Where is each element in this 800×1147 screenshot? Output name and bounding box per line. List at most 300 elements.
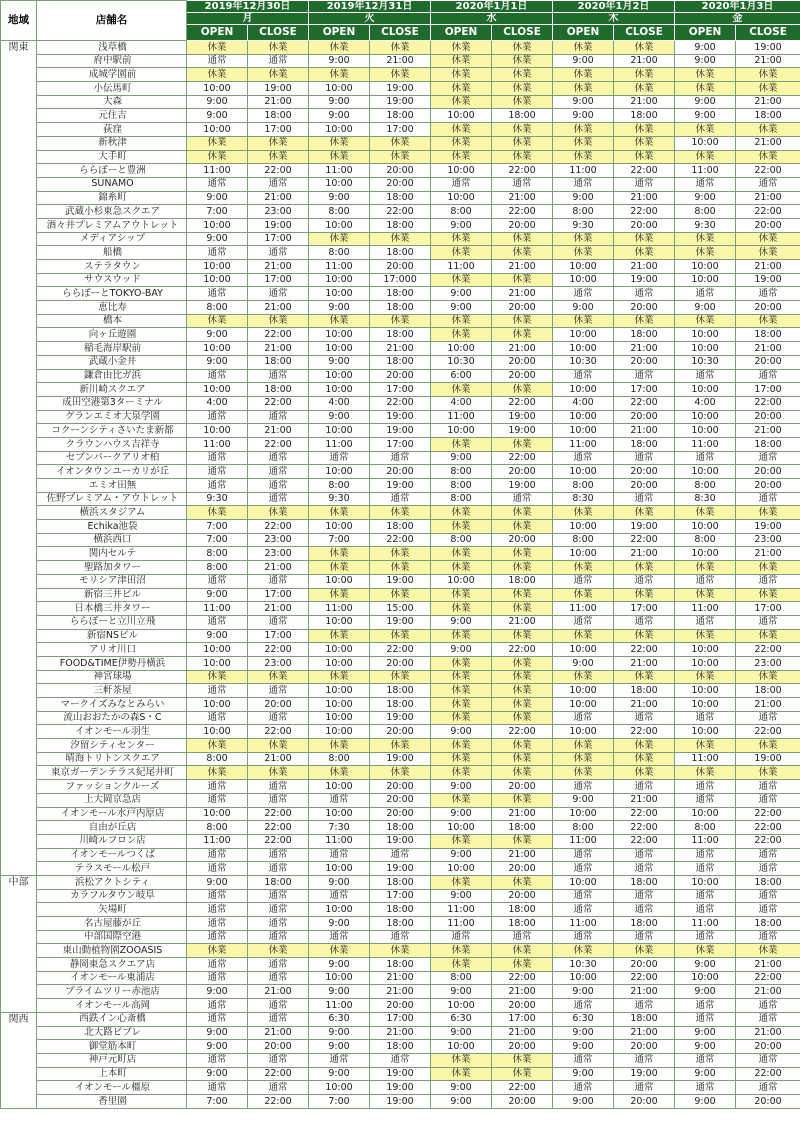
close-time-cell: 21:00: [614, 424, 675, 438]
close-time-cell: 19:00: [370, 574, 431, 588]
open-time-cell: 8:00: [553, 479, 614, 493]
close-time-cell: 休業: [370, 561, 431, 575]
store-name-cell: 稲毛海岸駅前: [37, 342, 187, 356]
open-time-cell: 10:00: [553, 725, 614, 739]
open-time-cell: 休業: [431, 54, 492, 68]
open-time-cell: 休業: [553, 739, 614, 753]
open-time-cell: 休業: [187, 670, 248, 684]
close-time-cell: 23:00: [248, 205, 309, 219]
open-time-cell: 通常: [675, 889, 736, 903]
open-time-cell: 9:00: [187, 588, 248, 602]
close-time-cell: 休業: [492, 561, 553, 575]
close-time-cell: 休業: [248, 41, 309, 55]
open-time-cell: 休業: [675, 739, 736, 753]
close-time-cell: 21:00: [492, 342, 553, 356]
open-time-cell: 通常: [309, 793, 370, 807]
table-row: [1, 807, 800, 821]
open-time-cell: 9:00: [187, 985, 248, 999]
close-time-cell: 通常: [736, 451, 800, 465]
close-time-cell: 20:00: [614, 410, 675, 424]
store-name-cell: グランエミオ大泉学園: [37, 410, 187, 424]
store-name-cell: 御堂筋本町: [37, 1040, 187, 1054]
open-time-cell: 通常: [675, 848, 736, 862]
open-time-cell: 10:00: [675, 465, 736, 479]
store-name-cell: エミオ田無: [37, 479, 187, 493]
store-name-cell: 佐野プレミアム・アウトレット: [37, 492, 187, 506]
open-time-cell: 10:00: [187, 342, 248, 356]
open-time-cell: 9:00: [553, 109, 614, 123]
store-name-cell: ららぽーと豊洲: [37, 164, 187, 178]
close-time-cell: 休業: [614, 232, 675, 246]
close-time-cell: 20:00: [492, 301, 553, 315]
open-time-cell: 休業: [675, 68, 736, 82]
open-time-cell: 休業: [553, 136, 614, 150]
close-time-cell: 休業: [614, 123, 675, 137]
close-time-cell: 通常: [736, 711, 800, 725]
close-time-cell: 通常: [614, 287, 675, 301]
close-time-cell: 休業: [736, 232, 800, 246]
open-time-cell: 9:00: [675, 95, 736, 109]
close-time-cell: 22:00: [614, 807, 675, 821]
close-time-cell: 休業: [736, 82, 800, 96]
open-time-cell: 休業: [431, 82, 492, 96]
close-time-cell: 21:00: [736, 1026, 800, 1040]
open-time-cell: 通常: [187, 479, 248, 493]
open-time-cell: 9:00: [675, 191, 736, 205]
table-row: [1, 725, 800, 739]
weekday-header: 水: [431, 13, 553, 25]
close-time-cell: 18:00: [370, 246, 431, 260]
open-time-cell: 休業: [431, 547, 492, 561]
close-time-cell: 21:00: [614, 260, 675, 274]
open-time-cell: 10:00: [431, 191, 492, 205]
close-time-cell: 休業: [736, 506, 800, 520]
open-time-cell: 通常: [187, 793, 248, 807]
store-name-cell: 小伝馬町: [37, 82, 187, 96]
close-time-cell: 通常: [248, 848, 309, 862]
close-time-cell: 休業: [492, 41, 553, 55]
table-body: [1, 41, 800, 1109]
close-time-cell: 休業: [370, 232, 431, 246]
open-time-cell: 休業: [431, 711, 492, 725]
table-row: [1, 383, 800, 397]
open-time-cell: 休業: [675, 123, 736, 137]
open-time-cell: 通常: [187, 451, 248, 465]
close-time-cell: 休業: [370, 547, 431, 561]
open-time-cell: 8:00: [431, 465, 492, 479]
table-row: [1, 1012, 800, 1026]
store-name-cell: イオンタウンユーカリが丘: [37, 465, 187, 479]
open-time-cell: 10:00: [553, 807, 614, 821]
close-time-cell: 18:00: [370, 958, 431, 972]
close-time-cell: 通常: [614, 862, 675, 876]
close-time-cell: 休業: [492, 246, 553, 260]
open-time-cell: 休業: [431, 588, 492, 602]
close-time-cell: 22:00: [492, 205, 553, 219]
close-time-cell: 22:00: [614, 533, 675, 547]
open-time-cell: 休業: [553, 41, 614, 55]
table-row: [1, 424, 800, 438]
table-row: [1, 917, 800, 931]
open-time-cell: 休業: [675, 314, 736, 328]
open-time-cell: 8:00: [309, 752, 370, 766]
close-time-cell: 22:00: [614, 834, 675, 848]
open-time-cell: 休業: [431, 1053, 492, 1067]
table-row: [1, 684, 800, 698]
close-time-cell: 17:00: [370, 383, 431, 397]
open-time-cell: 通常: [675, 1012, 736, 1026]
open-time-cell: 10:00: [309, 383, 370, 397]
open-time-cell: 休業: [431, 123, 492, 137]
close-time-cell: 通常: [248, 958, 309, 972]
open-time-cell: 10:00: [431, 109, 492, 123]
region-cell: 関西: [1, 1012, 37, 1108]
close-time-cell: 休業: [248, 314, 309, 328]
close-time-cell: 20:00: [614, 301, 675, 315]
close-time-cell: 19:00: [370, 82, 431, 96]
close-time-cell: 休業: [492, 711, 553, 725]
close-time-cell: 21:00: [492, 191, 553, 205]
open-time-cell: 休業: [309, 232, 370, 246]
close-time-cell: 19:00: [248, 82, 309, 96]
close-time-cell: 休業: [492, 752, 553, 766]
open-time-cell: 9:00: [309, 917, 370, 931]
open-time-cell: 9:00: [431, 301, 492, 315]
table-row: [1, 328, 800, 342]
close-time-cell: 22:00: [492, 164, 553, 178]
open-time-cell: 休業: [553, 752, 614, 766]
open-time-cell: 9:00: [675, 301, 736, 315]
open-time-cell: 通常: [187, 917, 248, 931]
close-time-cell: 休業: [492, 739, 553, 753]
table-row: [1, 479, 800, 493]
close-time-cell: 通常: [248, 711, 309, 725]
open-time-cell: 通常: [431, 177, 492, 191]
close-time-cell: 21:00: [248, 301, 309, 315]
close-time-cell: 20:00: [370, 725, 431, 739]
close-time-cell: 19:00: [370, 1094, 431, 1108]
open-time-cell: 10:00: [187, 656, 248, 670]
store-name-cell: 流山おおたかの森S・C: [37, 711, 187, 725]
open-time-cell: 9:00: [431, 848, 492, 862]
close-time-cell: 19:00: [370, 424, 431, 438]
close-time-cell: 休業: [492, 670, 553, 684]
open-time-cell: 9:30: [675, 218, 736, 232]
open-time-cell: 10:00: [309, 369, 370, 383]
open-time-cell: 11:00: [675, 752, 736, 766]
close-time-cell: 22:00: [248, 821, 309, 835]
close-time-cell: 通常: [736, 287, 800, 301]
close-time-cell: 休業: [614, 314, 675, 328]
store-name-cell: 浅草橋: [37, 41, 187, 55]
open-time-cell: 8:00: [431, 492, 492, 506]
close-time-cell: 20:00: [492, 465, 553, 479]
close-time-cell: 20:00: [614, 1094, 675, 1108]
open-time-cell: 9:00: [187, 629, 248, 643]
open-time-cell: 11:00: [675, 164, 736, 178]
close-time-cell: 通常: [248, 999, 309, 1013]
open-time-cell: 通常: [675, 177, 736, 191]
close-time-cell: 休業: [248, 944, 309, 958]
store-name-cell: カラフルタウン岐阜: [37, 889, 187, 903]
store-name-cell: 横浜西口: [37, 533, 187, 547]
store-name-cell: 晴海トリトンスクエア: [37, 752, 187, 766]
close-time-cell: 21:00: [248, 342, 309, 356]
open-time-cell: 10:30: [553, 355, 614, 369]
open-time-cell: 通常: [309, 451, 370, 465]
open-time-cell: 9:00: [675, 1067, 736, 1081]
open-time-cell: 7:00: [187, 205, 248, 219]
close-time-cell: 通常: [614, 615, 675, 629]
close-time-cell: 21:00: [736, 191, 800, 205]
store-name-cell: 府中駅前: [37, 54, 187, 68]
open-time-cell: 9:00: [675, 1094, 736, 1108]
close-time-cell: 21:00: [614, 985, 675, 999]
close-time-cell: 休業: [248, 68, 309, 82]
close-time-cell: 通常: [248, 917, 309, 931]
close-time-cell: 20:00: [736, 355, 800, 369]
open-time-cell: 9:00: [431, 985, 492, 999]
open-time-cell: 休業: [309, 944, 370, 958]
close-time-cell: 通常: [248, 793, 309, 807]
close-time-cell: 20:00: [492, 533, 553, 547]
close-time-cell: 20:00: [492, 1040, 553, 1054]
table-row: [1, 437, 800, 451]
open-time-cell: 休業: [309, 670, 370, 684]
close-time-cell: 17:00: [736, 602, 800, 616]
open-time-cell: 通常: [187, 958, 248, 972]
close-time-cell: 20:00: [492, 999, 553, 1013]
open-time-cell: 通常: [431, 930, 492, 944]
open-time-cell: 休業: [675, 944, 736, 958]
open-time-cell: 10:00: [675, 383, 736, 397]
open-time-cell: 10:00: [431, 1040, 492, 1054]
open-time-cell: 通常: [309, 889, 370, 903]
open-time-cell: 9:00: [553, 1040, 614, 1054]
open-time-cell: 休業: [431, 834, 492, 848]
open-time-cell: 10:00: [675, 410, 736, 424]
open-header: OPEN: [187, 25, 248, 41]
date-header: 2019年12月30日: [187, 1, 309, 13]
close-time-cell: 休業: [492, 1053, 553, 1067]
table-row: [1, 711, 800, 725]
region-header: 地域: [1, 1, 37, 41]
open-time-cell: 休業: [675, 506, 736, 520]
close-time-cell: 18:00: [248, 383, 309, 397]
table-row: [1, 191, 800, 205]
open-time-cell: 10:00: [675, 273, 736, 287]
close-time-cell: 20:00: [370, 164, 431, 178]
close-time-cell: 19:00: [370, 862, 431, 876]
open-time-cell: 休業: [553, 588, 614, 602]
close-time-cell: 通常: [248, 369, 309, 383]
open-time-cell: 通常: [309, 1053, 370, 1067]
open-time-cell: 9:00: [187, 191, 248, 205]
open-time-cell: 10:00: [431, 862, 492, 876]
open-time-cell: 9:00: [553, 54, 614, 68]
store-name-cell: 神戸元町店: [37, 1053, 187, 1067]
table-row: [1, 218, 800, 232]
open-time-cell: 10:00: [309, 971, 370, 985]
close-time-cell: 休業: [370, 766, 431, 780]
store-name-cell: 東山動植物園ZOOASIS: [37, 944, 187, 958]
close-time-cell: 20:00: [736, 218, 800, 232]
date-header: 2019年12月31日: [309, 1, 431, 13]
open-time-cell: 休業: [431, 561, 492, 575]
open-time-cell: 休業: [187, 766, 248, 780]
open-time-cell: 10:00: [309, 342, 370, 356]
close-time-cell: 通常: [492, 177, 553, 191]
open-time-cell: 9:00: [431, 1081, 492, 1095]
table-row: [1, 1081, 800, 1095]
open-time-cell: 休業: [309, 314, 370, 328]
close-time-cell: 17:00: [248, 273, 309, 287]
close-time-cell: 22:00: [248, 396, 309, 410]
open-time-cell: 10:00: [431, 999, 492, 1013]
open-header: OPEN: [675, 25, 736, 41]
close-time-cell: 21:00: [248, 602, 309, 616]
open-time-cell: 通常: [309, 848, 370, 862]
store-name-cell: 船橋: [37, 246, 187, 260]
table-row: [1, 301, 800, 315]
close-time-cell: 17:00: [492, 1012, 553, 1026]
open-time-cell: 10:00: [675, 136, 736, 150]
open-time-cell: 10:00: [309, 424, 370, 438]
close-time-cell: 休業: [492, 547, 553, 561]
open-time-cell: 休業: [431, 944, 492, 958]
open-time-cell: 8:00: [309, 479, 370, 493]
open-time-cell: 11:00: [309, 602, 370, 616]
open-time-cell: 10:00: [309, 273, 370, 287]
close-time-cell: 休業: [492, 95, 553, 109]
date-header: 2020年1月1日: [431, 1, 553, 13]
store-name-cell: 鎌倉由比ガ浜: [37, 369, 187, 383]
close-time-cell: 21:00: [736, 136, 800, 150]
open-time-cell: 10:00: [309, 287, 370, 301]
open-time-cell: 10:00: [675, 643, 736, 657]
open-time-cell: 休業: [553, 82, 614, 96]
store-name-cell: 錦糸町: [37, 191, 187, 205]
open-time-cell: 通常: [187, 780, 248, 794]
store-name-cell: 川崎ルフロン店: [37, 834, 187, 848]
open-time-cell: 休業: [309, 506, 370, 520]
close-time-cell: 通常: [614, 451, 675, 465]
table-row: [1, 273, 800, 287]
open-time-cell: 通常: [553, 903, 614, 917]
close-time-cell: 通常: [736, 999, 800, 1013]
close-time-cell: 通常: [248, 177, 309, 191]
open-time-cell: 9:00: [309, 875, 370, 889]
close-time-cell: 休業: [736, 123, 800, 137]
open-time-cell: 11:00: [187, 164, 248, 178]
close-time-cell: 休業: [492, 684, 553, 698]
close-time-cell: 休業: [614, 506, 675, 520]
close-time-cell: 21:00: [614, 1026, 675, 1040]
open-time-cell: 6:30: [431, 1012, 492, 1026]
open-time-cell: 休業: [431, 793, 492, 807]
close-time-cell: 17:00: [248, 588, 309, 602]
close-time-cell: 22:00: [614, 971, 675, 985]
open-time-cell: 通常: [187, 574, 248, 588]
open-time-cell: 通常: [187, 615, 248, 629]
table-row: [1, 95, 800, 109]
close-time-cell: 休業: [736, 68, 800, 82]
table-row: [1, 314, 800, 328]
open-time-cell: 休業: [431, 68, 492, 82]
table-row: [1, 889, 800, 903]
open-time-cell: 通常: [553, 848, 614, 862]
open-time-cell: 通常: [553, 287, 614, 301]
open-time-cell: 通常: [187, 684, 248, 698]
close-time-cell: 21:00: [736, 95, 800, 109]
open-time-cell: 休業: [187, 314, 248, 328]
close-time-cell: 18:00: [370, 684, 431, 698]
open-time-cell: 通常: [675, 793, 736, 807]
close-time-cell: 21:00: [614, 191, 675, 205]
table-row: [1, 670, 800, 684]
store-name-cell: 日本橋三井タワー: [37, 602, 187, 616]
open-time-cell: 通常: [187, 848, 248, 862]
close-time-cell: 通常: [614, 574, 675, 588]
close-time-cell: 通常: [248, 903, 309, 917]
open-time-cell: 通常: [187, 1053, 248, 1067]
close-time-cell: 通常: [736, 1081, 800, 1095]
open-time-cell: 通常: [553, 711, 614, 725]
close-time-cell: 20:00: [370, 999, 431, 1013]
close-time-cell: 21:00: [248, 191, 309, 205]
open-time-cell: 休業: [187, 41, 248, 55]
open-time-cell: 通常: [675, 451, 736, 465]
close-time-cell: 22:00: [248, 834, 309, 848]
open-time-cell: 7:00: [187, 533, 248, 547]
store-name-cell: 横浜スタジアム: [37, 506, 187, 520]
close-time-cell: 20:00: [492, 862, 553, 876]
open-time-cell: 10:00: [309, 615, 370, 629]
close-time-cell: 17:00: [614, 383, 675, 397]
table-row: [1, 109, 800, 123]
close-time-cell: 18:00: [370, 287, 431, 301]
table-row: [1, 1053, 800, 1067]
table-row: [1, 903, 800, 917]
close-time-cell: 22:00: [614, 821, 675, 835]
open-time-cell: 休業: [309, 588, 370, 602]
close-time-cell: 22:00: [614, 643, 675, 657]
open-time-cell: 通常: [553, 780, 614, 794]
close-time-cell: 22:00: [248, 164, 309, 178]
open-time-cell: 休業: [431, 328, 492, 342]
close-time-cell: 21:00: [736, 54, 800, 68]
close-time-cell: 通常: [492, 492, 553, 506]
open-time-cell: 休業: [431, 506, 492, 520]
close-time-cell: 21:00: [736, 342, 800, 356]
close-time-cell: 休業: [492, 68, 553, 82]
close-time-cell: 17:000: [370, 273, 431, 287]
close-time-cell: 22:00: [492, 451, 553, 465]
close-time-cell: 20:00: [370, 656, 431, 670]
open-time-cell: 9:00: [309, 191, 370, 205]
store-name-cell: Echika池袋: [37, 520, 187, 534]
open-time-cell: 休業: [675, 629, 736, 643]
open-time-cell: 通常: [553, 177, 614, 191]
close-time-cell: 17:00: [370, 123, 431, 137]
open-time-cell: 10:00: [553, 684, 614, 698]
store-name-cell: 上大岡京急店: [37, 793, 187, 807]
close-time-cell: 21:00: [492, 260, 553, 274]
close-time-cell: 21:00: [614, 698, 675, 712]
open-header: OPEN: [553, 25, 614, 41]
table-row: [1, 862, 800, 876]
open-time-cell: 10:00: [553, 260, 614, 274]
